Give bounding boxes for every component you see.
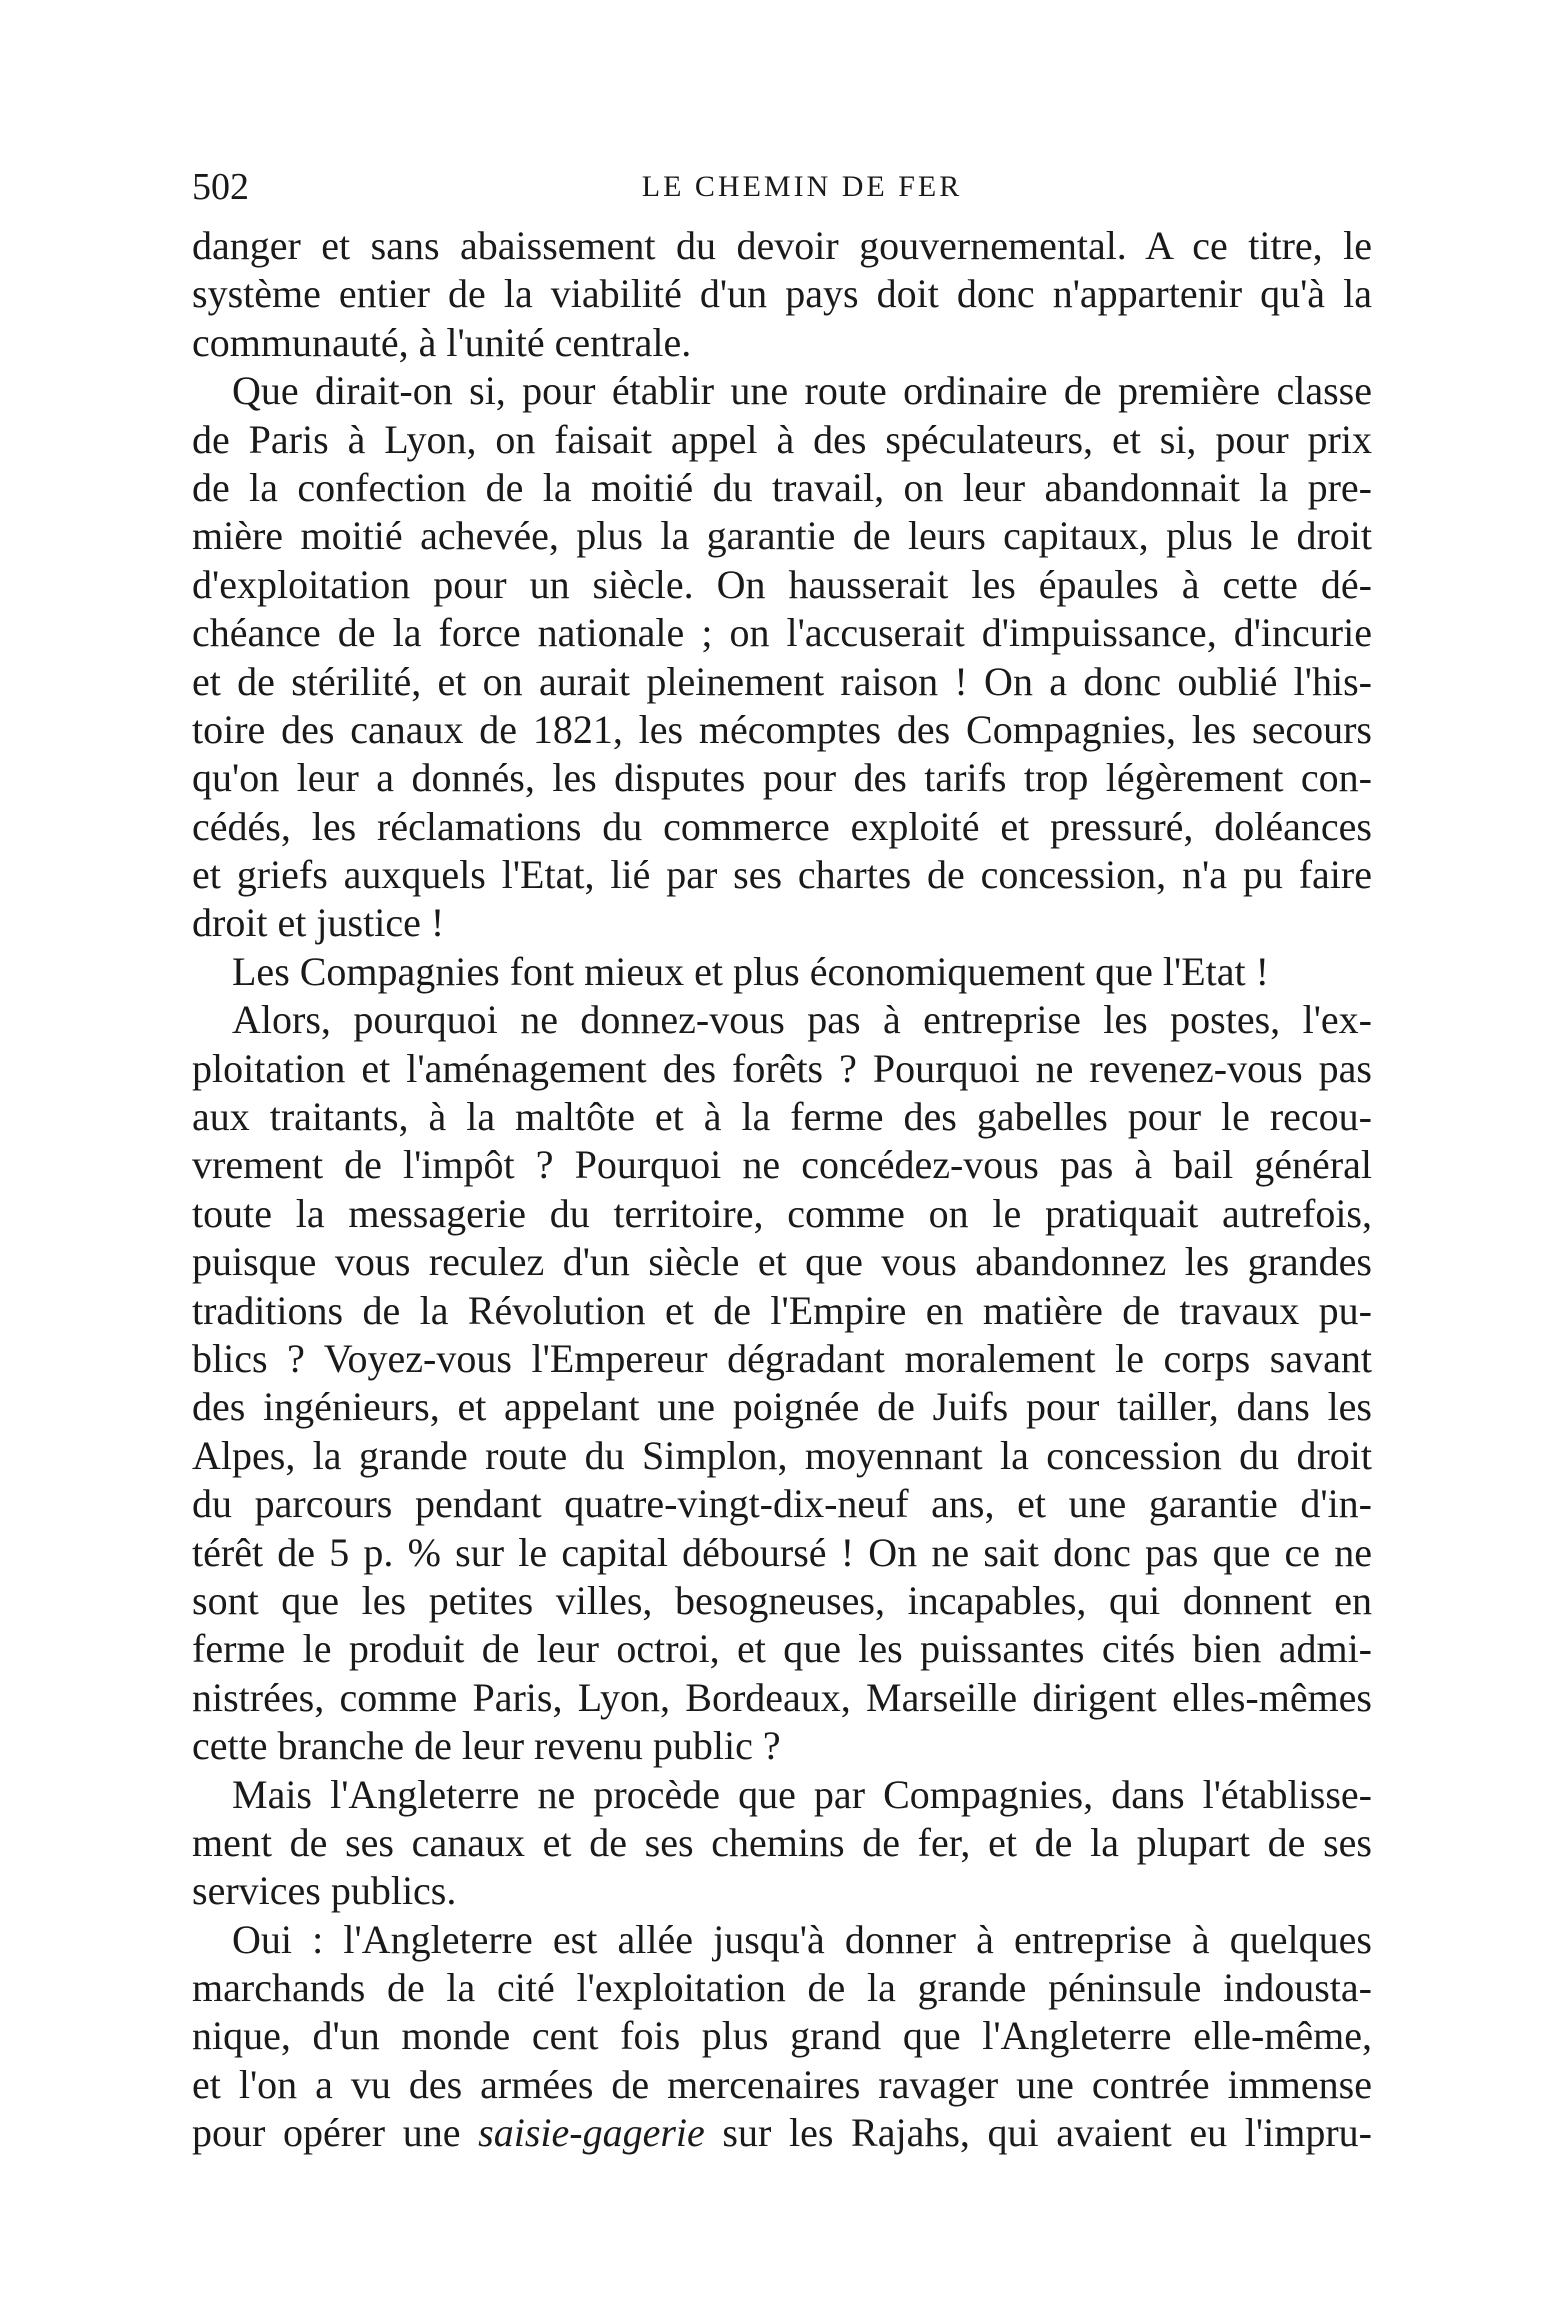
text-line: blics ? Voyez-vous l'Empereur dégradant moralement le corps savant	[192, 1335, 1372, 1381]
text-line: système entier de la viabilité d'un pays doit donc n'appartenir qu'à la	[192, 271, 1372, 317]
text-line: marchands de la cité l'exploitation de la grande péninsule indousta-	[192, 1965, 1372, 2011]
text-line: danger et sans abaissement du devoir gouvernemental. A ce titre, le	[192, 223, 1372, 268]
text-line: du parcours pendant quatre-vingt-dix-neuf ans, et une garantie d'in-	[192, 1481, 1372, 1527]
text-line: cédés, les réclamations du commerce exploité et pressuré, doléances	[192, 803, 1372, 849]
final-line-before: pour opérer une	[192, 2110, 479, 2156]
text-line: aux traitants, à la maltôte et à la ferme des gabelles pour le recou-	[192, 1094, 1372, 1140]
text-line: des ingénieurs, et appelant une poignée de Juifs pour tailler, dans les	[192, 1384, 1372, 1430]
text-line: Mais l'Angleterre ne procède que par Compagnies, dans l'établisse-	[232, 1771, 1372, 1817]
text-line: vrement de l'impôt ? Pourquoi ne concédez-vous pas à bail général	[192, 1142, 1372, 1188]
text-line-final	[192, 2109, 1372, 2157]
text-line: communauté, à l'unité centrale.	[192, 319, 692, 365]
text-line: chéance de la force nationale ; on l'accuserait d'impuissance, d'incurie	[192, 610, 1372, 656]
text-line: de Paris à Lyon, on faisait appel à des spéculateurs, et si, pour prix	[192, 416, 1372, 462]
text-line: mière moitié achevée, plus la garantie de leurs capitaux, plus le droit	[192, 513, 1372, 559]
text-line: nique, d'un monde cent fois plus grand que l'Angleterre elle-même,	[192, 2013, 1372, 2059]
text-line: de la confection de la moitié du travail, on leur abandonnait la pre-	[192, 464, 1372, 510]
running-title: LE CHEMIN DE FER	[641, 170, 963, 203]
text-line: et de stérilité, et on aurait pleinement raison ! On a donc oublié l'his-	[192, 658, 1372, 704]
text-line: cette branche de leur revenu public ?	[192, 1723, 781, 1769]
text-line: térêt de 5 p. % sur le capital déboursé ! On ne sait donc pas que ce ne	[192, 1529, 1372, 1575]
text-line: ferme le produit de leur octroi, et que les puissantes cités bien admi-	[192, 1626, 1372, 1672]
text-line: Alors, pourquoi ne donnez-vous pas à entreprise les postes, l'ex-	[232, 997, 1372, 1043]
text-line: ploitation et l'aménagement des forêts ? Pourquoi ne revenez-vous pas	[192, 1045, 1372, 1091]
text-line: et griefs auxquels l'Etat, lié par ses chartes de concession, n'a pu faire	[192, 852, 1372, 898]
text-line: droit et justice !	[192, 900, 445, 946]
text-line: d'exploitation pour un siècle. On hausserait les épaules à cette dé-	[192, 561, 1372, 607]
text-line: toute la messagerie du territoire, comme on le pratiquait autrefois,	[192, 1190, 1372, 1236]
text-line: nistrées, comme Paris, Lyon, Bordeaux, Marseille dirigent elles-mêmes	[192, 1674, 1372, 1720]
text-line: puisque vous reculez d'un siècle et que vous abandonnez les grandes	[192, 1239, 1372, 1285]
text-line: Les Compagnies font mieux et plus économiquement que l'Etat !	[232, 948, 1269, 994]
body-text	[192, 222, 1372, 2158]
final-line-after: sur les Rajahs, qui avaient eu l'impru-	[704, 2110, 1372, 2156]
text-line: ment de ses canaux et de ses chemins de fer, et de la plupart de ses	[192, 1819, 1372, 1865]
text-line: qu'on leur a donnés, les disputes pour des tarifs trop légèrement con-	[192, 755, 1372, 801]
running-head	[192, 162, 1372, 212]
text-line: Que dirait-on si, pour établir une route ordinaire de première classe	[232, 368, 1372, 414]
final-line-italic: saisie-gagerie	[478, 2110, 705, 2156]
page-number: 502	[192, 166, 249, 208]
text-line: sont que les petites villes, besogneuses, incapables, qui donnent en	[192, 1577, 1372, 1623]
text-line: toire des canaux de 1821, les mécomptes des Compagnies, les secours	[192, 706, 1372, 752]
text-line: services publics.	[192, 1868, 457, 1914]
text-line: Oui : l'Angleterre est allée jusqu'à donner à entreprise à quelques	[232, 1916, 1372, 1962]
text-line: Alpes, la grande route du Simplon, moyennant la concession du droit	[192, 1432, 1372, 1478]
text-line: traditions de la Révolution et de l'Empire en matière de travaux pu-	[192, 1287, 1372, 1333]
text-line: et l'on a vu des armées de mercenaires ravager une contrée immense	[192, 2061, 1372, 2107]
